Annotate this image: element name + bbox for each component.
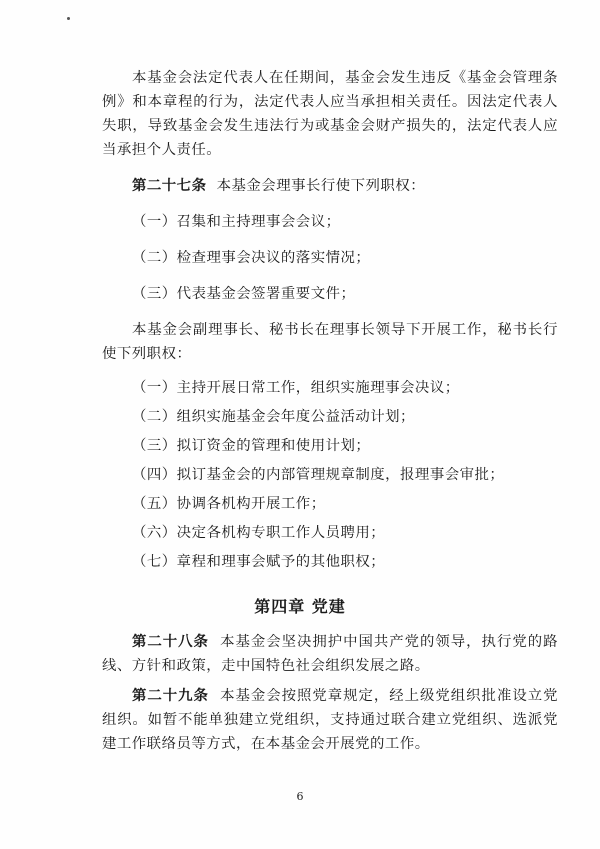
article-27-item-2: （二）检查理事会决议的落实情况；: [132, 250, 371, 266]
page-number: 6: [296, 790, 304, 803]
secretary-item-4: （四）拟订基金会的内部管理规章制度，报理事会审批；: [132, 467, 505, 483]
article-27-item-1: （一）召集和主持理事会会议；: [132, 214, 341, 230]
secretary-item-3: （三）拟订资金的管理和使用计划；: [132, 438, 371, 454]
scan-speck: [67, 17, 70, 20]
article-29: [102, 684, 558, 756]
article-27-item-3: （三）代表基金会签署重要文件；: [132, 286, 356, 302]
article-27-label: 第二十七条: [132, 177, 207, 194]
vice-chair-paragraph: 本基金会副理事长、秘书长在理事长领导下开展工作，秘书长行使下列职权：: [102, 322, 558, 362]
article-29-label: 第二十九条: [132, 687, 209, 704]
legal-representative-paragraph: 本基金会法定代表人在任期间，基金会发生违反《基金会管理条例》和本章程的行为，法定代表人应当承担相关责任。因法定代表人失职，导致基金会发生违法行为或基金会财产损失的，法定代表人应当承担个人责任。: [102, 70, 558, 158]
article-28-label: 第二十八条: [132, 633, 209, 650]
article-28-text: 本基金会坚决拥护中国共产党的领导，执行党的路线、方针和政策，走中国特色社会组织发展之路。: [102, 634, 558, 674]
secretary-item-5: （五）协调各机构开展工作；: [132, 496, 326, 512]
secretary-item-6: （六）决定各机构专职工作人员聘用；: [132, 525, 386, 541]
chapter-title: 第四章 党建: [254, 597, 346, 616]
page-content: [102, 66, 558, 574]
secretary-item-1: （一）主持开展日常工作，组织实施理事会决议；: [132, 380, 460, 396]
article-29-text: 本基金会按照党章规定，经上级党组织批准设立党组织。如暂不能单独建立党组织，支持通过联合建立党组织、选派党建工作联络员等方式，在本基金会开展党的工作。: [102, 688, 558, 752]
secretary-item-2: （二）组织实施基金会年度公益活动计划；: [132, 409, 415, 425]
article-27-text: 本基金会理事长行使下列职权：: [216, 178, 426, 194]
article-28: [102, 630, 558, 678]
article-27: [102, 174, 558, 198]
secretary-item-7: （七）章程和理事会赋予的其他职权；: [132, 554, 386, 570]
chapter-content: [102, 630, 558, 756]
